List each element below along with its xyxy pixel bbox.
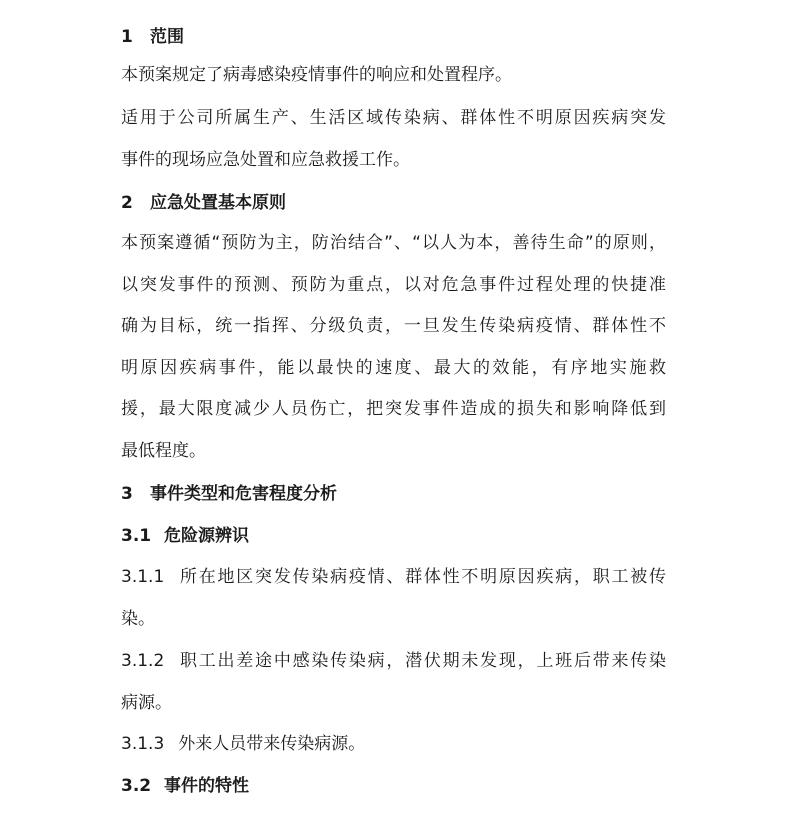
numbered-item (121, 641, 666, 724)
paragraph-line: 援，最大限度减少人员伤亡，把突发事件造成的损失和影响降低到 (121, 399, 666, 420)
subsection-heading-3-2 (121, 772, 249, 800)
paragraph-line: 适用于公司所属生产、生活区域传染病、群体性不明原因疾病突发 (121, 108, 666, 128)
section-heading-2 (121, 189, 286, 217)
section-title: 应急处置基本原则 (150, 193, 286, 213)
section-title: 范围 (150, 27, 184, 47)
item-number: 3.1.3 (121, 734, 165, 754)
paragraph-line: 本预案遵循“预防为主，防治结合”、“以人为本，善待生命”的原则， (121, 233, 666, 253)
section-number: 1 (121, 27, 133, 47)
item-text: 外来人员带来传染病源。 (178, 734, 366, 754)
paragraph-line: 事件的现场应急处置和应急救援工作。 (121, 149, 410, 170)
section-title: 危险源辨识 (164, 526, 249, 546)
item-number: 3.1.1 (121, 567, 165, 587)
paragraph-line (121, 557, 666, 599)
paragraph-line: 病源。 (121, 692, 172, 713)
section-number: 3.2 (121, 776, 152, 796)
paragraph-line: 以突发事件的预测、预防为重点，以对危急事件过程处理的快捷准 (121, 274, 666, 295)
section-number: 3.1 (121, 526, 152, 546)
paragraph-line: 明原因疾病事件，能以最快的速度、最大的效能，有序地实施救 (121, 357, 666, 378)
paragraph-line: 本预案规定了病毒感染疫情事件的响应和处置程序。 (121, 65, 512, 85)
section-heading-3 (121, 480, 337, 508)
paragraph (121, 55, 666, 97)
paragraph-line: 确为目标，统一指挥、分级负责，一旦发生传染病疫情、群体性不 (121, 316, 666, 337)
paragraph-line: 染。 (121, 608, 155, 629)
numbered-item (121, 557, 666, 640)
item-text: 所在地区突发传染病疫情、群体性不明原因疾病，职工被传 (178, 567, 666, 587)
section-title: 事件的特性 (164, 776, 249, 796)
section-heading-1 (121, 23, 184, 51)
paragraph-line (121, 641, 666, 683)
subsection-heading-3-1 (121, 522, 249, 550)
section-number: 3 (121, 484, 133, 504)
item-text: 职工出差途中感染传染病，潜伏期未发现，上班后带来传染 (178, 651, 666, 671)
item-number: 3.1.2 (121, 651, 165, 671)
paragraph-line: 最低程度。 (121, 440, 206, 461)
section-title: 事件类型和危害程度分析 (150, 484, 337, 504)
paragraph-line (121, 724, 666, 766)
paragraph (121, 98, 666, 181)
paragraph (121, 223, 666, 473)
numbered-item (121, 724, 666, 766)
section-number: 2 (121, 193, 133, 213)
